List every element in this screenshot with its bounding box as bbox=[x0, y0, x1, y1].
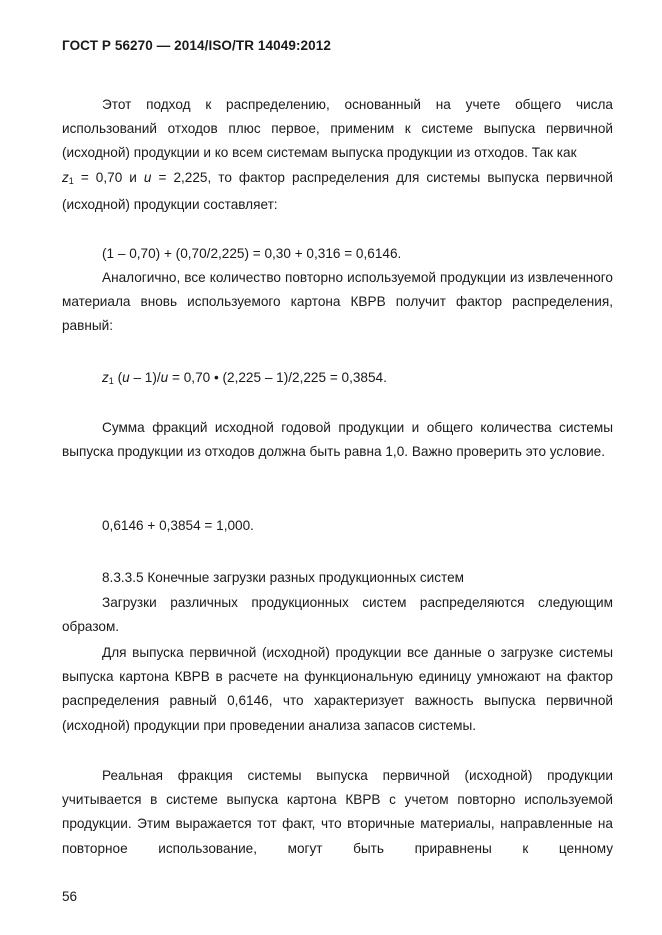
paragraph-sum-check: Сумма фракций исходной годовой продукции и общего количества системы выпуска продукции из отходов должна быть равна 1,0. Важно проверить это условие. bbox=[62, 420, 613, 460]
formula-part-c: = 0,70 • (2,225 – 1)/2,225 = 0,3854. bbox=[168, 370, 387, 385]
formula-var-u1: u bbox=[122, 370, 130, 385]
paragraph-intro-text-b: = 0,70 и bbox=[73, 169, 144, 185]
formula-var-u2: u bbox=[160, 370, 169, 385]
page-number: 56 bbox=[62, 889, 78, 904]
var-z1: z bbox=[62, 169, 69, 185]
var-u: u bbox=[143, 169, 152, 185]
document-header: ГОСТ Р 56270 — 2014/ISO/TR 14049:2012 bbox=[62, 38, 331, 53]
formula-primary-factor: (1 – 0,70) + (0,70/2,225) = 0,30 + 0,316 = 0,6146. bbox=[102, 246, 402, 261]
paragraph-intro bbox=[62, 93, 613, 217]
formula-var-z1-sub: 1 bbox=[108, 376, 114, 386]
formula-recycled-factor bbox=[102, 370, 653, 386]
formula-part-b: – 1)/ bbox=[129, 370, 161, 385]
var-z1-sub: 1 bbox=[68, 175, 74, 186]
paragraph-primary-loads: Для выпуска первичной (исходной) продукции все данные о загрузке системы выпуска картона КВРВ в расчете на функциональную единицу умножают на фактор распределения равный 0,6146, что характеризует важность выпуска первичной (исходной) продукции при проведении анализа запасов системы. bbox=[62, 645, 613, 733]
paragraph-intro-text-c: = 2,225, то фактор распределения для системы выпуска первичной (исходной) продукции составляет: bbox=[62, 169, 613, 212]
section-heading-8-3-3-5: 8.3.3.5 Конечные загрузки разных продукционных систем bbox=[102, 570, 465, 585]
formula-var-z1: z bbox=[102, 370, 109, 385]
paragraph-similarly: Аналогично, все количество повторно используемой продукции из извлеченного материала вновь используемого картона КВРВ получит фактор распределения, равный: bbox=[62, 270, 613, 334]
paragraph-real-fraction: Реальная фракция системы выпуска первичной (исходной) продукции учитывается в системе выпуска картона КВРВ с учетом повторно используемой продукции. Этим выражается тот факт, что вторичные материалы, направленные на повторное использование, могут быть приравнены к ценному bbox=[62, 768, 613, 856]
paragraph-intro-text-a: Этот подход к распределению, основанный на учете общего числа использований отходов плюс первое, применим к системе выпуска первичной (исходной) продукции и ко всем системам выпуска продукции из отходов. Так как bbox=[62, 97, 613, 161]
paragraph-loads-intro: Загрузки различных продукционных систем распределяются следующим образом. bbox=[62, 595, 613, 635]
formula-sum: 0,6146 + 0,3854 = 1,000. bbox=[102, 518, 254, 533]
formula-part-a: ( bbox=[113, 370, 123, 385]
